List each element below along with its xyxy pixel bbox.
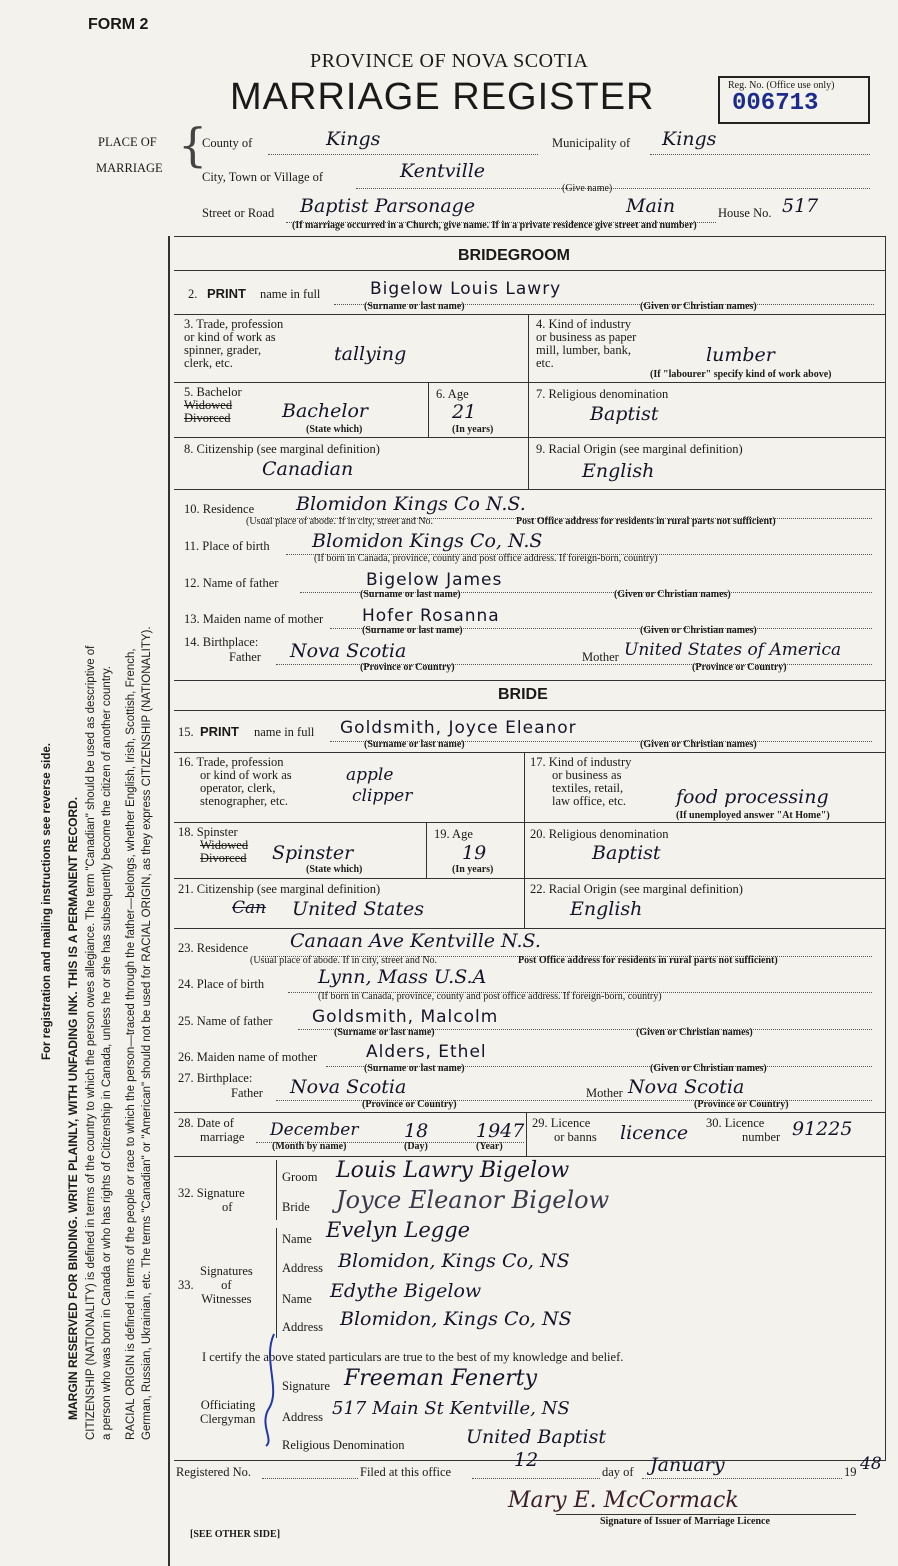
w1-name-label: Name xyxy=(282,1232,312,1246)
f15-label: name in full xyxy=(254,725,315,739)
province-heading: PROVINCE OF NOVA SCOTIA xyxy=(310,50,589,72)
bride-surname-note: (Surname or last name) xyxy=(364,739,465,750)
bride-residence: Canaan Ave Kentville N.S. xyxy=(290,930,541,952)
f24-label: 24. Place of birth xyxy=(178,977,265,991)
f10-label: 10. Residence xyxy=(184,502,255,516)
f27-mother-label: Mother xyxy=(586,1086,623,1100)
month-note: (Month by name) xyxy=(272,1141,347,1152)
groom-signature: Louis Lawry Bigelow xyxy=(336,1158,570,1183)
bride-father: Goldsmith, Malcolm xyxy=(312,1007,499,1027)
w2-address-label: Address xyxy=(282,1320,323,1334)
f26-given-note: (Given or Christian names) xyxy=(650,1063,767,1074)
bride-signature: Joyce Eleanor Bigelow xyxy=(336,1186,610,1214)
clergy-address-label: Address xyxy=(282,1410,323,1424)
reg-label: Reg. No. (Office use only) xyxy=(728,80,835,91)
county-value: Kings xyxy=(326,128,381,150)
f20-label: 20. Religious denomination xyxy=(530,827,669,841)
f27-label: 27. Birthplace: Father xyxy=(178,1071,263,1100)
f18-note: (State which) xyxy=(306,864,363,875)
f25-surname-note: (Surname or last name) xyxy=(334,1027,435,1038)
f23-label: 23. Residence xyxy=(178,941,249,955)
f15-num: 15. xyxy=(178,725,194,739)
margin-note-5: RACIAL ORIGIN is defined in terms of the people or race to which the person—traced through the father—belongs, whether English, Irish, Scottish, French, xyxy=(125,648,137,1440)
f11-note: (If born in Canada, province, county and post office address. If foreign-born, country) xyxy=(314,553,658,564)
f8-label: 8. Citizenship (see marginal definition) xyxy=(184,442,380,456)
f19-note: (In years) xyxy=(452,864,494,875)
bride-racial: English xyxy=(570,898,643,920)
form-number: FORM 2 xyxy=(88,16,149,33)
reg-number: 006713 xyxy=(732,90,819,117)
groom-section-title: BRIDEGROOM xyxy=(458,247,570,264)
bride-sig-label: Bride xyxy=(282,1200,310,1214)
bride-citizenship-struck: Can xyxy=(232,898,267,918)
f26-label: 26. Maiden name of mother xyxy=(178,1050,318,1064)
margin-note-2: MARGIN RESERVED FOR BINDING. WRITE PLAINLY, WITH UNFADING INK. THIS IS A PERMANENT RECORD. xyxy=(66,796,80,1420)
groom-racial: English xyxy=(582,460,655,482)
bride-mother: Alders, Ethel xyxy=(366,1042,487,1062)
f6-label: 6. Age xyxy=(436,387,469,401)
f2-label: name in full xyxy=(260,287,321,301)
page-title: MARRIAGE REGISTER xyxy=(230,76,655,118)
bride-birthplace: Lynn, Mass U.S.A xyxy=(318,966,487,988)
street-value: Baptist Parsonage xyxy=(300,195,476,217)
margin-note-1: For registration and mailing instructions see reverse side. xyxy=(41,743,53,1060)
f32-label: 32. Signature of xyxy=(178,1186,245,1214)
groom-father-birthplace: Nova Scotia xyxy=(290,640,407,662)
f12-given-note: (Given or Christian names) xyxy=(614,589,731,600)
f14-label: 14. Birthplace: Father xyxy=(184,635,261,664)
issuer-signature: Mary E. McCormack xyxy=(508,1488,739,1513)
f4-note: (If "labourer" specify kind of work above) xyxy=(650,369,832,380)
f28-label: 28. Date of marriage xyxy=(178,1116,245,1144)
margin-note-6: German, Russian, Ukrainian, etc. The terms "Canadian" or "American" should not be used for RACIAL ORIGIN, as they express CITIZENSHIP (NATIONALITY). xyxy=(141,626,153,1440)
clergy-label: Officiating Clergyman xyxy=(200,1398,256,1426)
f16-label: 16. Trade, profession or kind of work as operator, clerk, stenographer, etc. xyxy=(178,755,292,808)
f33-num: 33. xyxy=(178,1278,194,1292)
f17-label: 17. Kind of industry or business as textiles, retail, law office, etc. xyxy=(530,755,632,808)
bride-mother-birthplace: Nova Scotia xyxy=(628,1076,745,1098)
w1-address-label: Address xyxy=(282,1261,323,1275)
witness-1-address: Blomidon, Kings Co, NS xyxy=(338,1250,570,1272)
street-value-2: Main xyxy=(626,195,676,217)
f18-label: 18. Spinster Widowed Divorced xyxy=(178,825,249,865)
give-name-note: (Give name) xyxy=(562,183,613,194)
filed-year: 48 xyxy=(860,1454,882,1474)
clergy-address: 517 Main St Kentville, NS xyxy=(332,1398,570,1419)
place-brace: { xyxy=(178,118,208,172)
groom-citizenship: Canadian xyxy=(262,458,354,480)
day-note: (Day) xyxy=(404,1141,428,1152)
groom-status: Bachelor xyxy=(282,400,369,422)
f19-label: 19. Age xyxy=(434,827,473,841)
bride-section-title: BRIDE xyxy=(498,686,548,703)
clergy-signature: Freeman Fenerty xyxy=(344,1366,538,1391)
street-note: (If marriage occurred in a Church, give name. If in a private residence give street and number) xyxy=(292,220,697,231)
bride-name: Goldsmith, Joyce Eleanor xyxy=(340,718,577,738)
witness-2-name: Edythe Bigelow xyxy=(330,1280,482,1302)
bride-age: 19 xyxy=(462,842,487,864)
f12-label: 12. Name of father xyxy=(184,576,279,590)
f14-prov-note-2: (Province or Country) xyxy=(692,662,787,673)
house-label: House No. xyxy=(718,206,772,220)
f5-label: 5. Bachelor Widowed Divorced xyxy=(184,385,242,425)
issuer-label: Signature of Issuer of Marriage Licence xyxy=(600,1516,770,1527)
f2-num: 2. xyxy=(188,287,198,301)
day-of-label: day of xyxy=(602,1465,634,1479)
witness-1-name: Evelyn Legge xyxy=(326,1218,471,1242)
f29-label: 29. Licence or banns xyxy=(532,1116,597,1144)
groom-religion: Baptist xyxy=(590,403,659,425)
bride-industry: food processing xyxy=(676,786,829,808)
f10-note: (Usual place of abode. If in city, street and No. xyxy=(246,516,434,527)
groom-sig-label: Groom xyxy=(282,1170,318,1184)
house-value: 517 xyxy=(782,195,819,217)
f25-label: 25. Name of father xyxy=(178,1014,273,1028)
groom-surname-note: (Surname or last name) xyxy=(364,301,465,312)
county-label: County of xyxy=(202,136,253,150)
f26-surname-note: (Surname or last name) xyxy=(364,1063,465,1074)
groom-mother-birthplace: United States of America xyxy=(624,640,842,660)
f7-label: 7. Religious denomination xyxy=(536,387,669,401)
place-label-1: PLACE OF xyxy=(98,135,157,149)
margin-note-3: CITIZENSHIP (NATIONALITY) is defined in terms of the country to which the person owes allegiance. The term "Canadian" should be used as descriptive of xyxy=(85,645,97,1440)
bride-father-birthplace: Nova Scotia xyxy=(290,1076,407,1098)
f24-note: (If born in Canada, province, county and post office address. If foreign-born, country) xyxy=(318,991,662,1002)
bride-trade-2: clipper xyxy=(352,786,413,806)
f11-label: 11. Place of birth xyxy=(184,539,270,553)
f27-prov-note-1: (Province or Country) xyxy=(362,1099,457,1110)
licence-or-banns: licence xyxy=(620,1122,689,1144)
f15-print: PRINT xyxy=(200,724,239,739)
f27-prov-note-2: (Province or Country) xyxy=(694,1099,789,1110)
municipality-value: Kings xyxy=(662,128,717,150)
municipality-label: Municipality of xyxy=(552,136,631,150)
city-value: Kentville xyxy=(400,160,486,182)
filed-month: January xyxy=(650,1454,725,1476)
f14-mother-label: Mother xyxy=(582,650,619,664)
w2-name-label: Name xyxy=(282,1292,312,1306)
bride-status: Spinster xyxy=(272,842,354,864)
year-note: (Year) xyxy=(476,1141,503,1152)
groom-residence: Blomidon Kings Co N.S. xyxy=(296,493,526,515)
f2-print: PRINT xyxy=(207,286,246,301)
city-label: City, Town or Village of xyxy=(202,170,324,184)
bracket-mark xyxy=(252,1330,292,1450)
clergy-denomination: United Baptist xyxy=(466,1426,606,1448)
f10-note-2: Post Office address for residents in rural parts not sufficient) xyxy=(516,516,776,527)
f25-given-note: (Given or Christian names) xyxy=(636,1027,753,1038)
f13-label: 13. Maiden name of mother xyxy=(184,612,324,626)
f22-label: 22. Racial Origin (see marginal definition) xyxy=(530,882,743,896)
f12-surname-note: (Surname or last name) xyxy=(360,589,461,600)
f23-note-2: Post Office address for residents in rural parts not sufficient) xyxy=(518,955,778,966)
denomination-label: Religious Denomination xyxy=(282,1438,405,1452)
groom-name: Bigelow Louis Lawry xyxy=(370,279,562,299)
filed-label: Filed at this office xyxy=(360,1465,452,1479)
bride-citizenship: United States xyxy=(292,898,425,920)
bride-trade-1: apple xyxy=(346,765,394,785)
certify-statement: I certify the above stated particulars are true to the best of my knowledge and belief. xyxy=(202,1350,624,1364)
groom-mother: Hofer Rosanna xyxy=(362,606,500,626)
marriage-year: 1947 xyxy=(476,1120,525,1142)
clergy-signature-label: Signature xyxy=(282,1379,330,1393)
f21-label: 21. Citizenship (see marginal definition) xyxy=(178,882,381,896)
f13-given-note: (Given or Christian names) xyxy=(640,625,757,636)
f5-note: (State which) xyxy=(306,424,363,435)
bride-religion: Baptist xyxy=(592,842,661,864)
groom-given-note: (Given or Christian names) xyxy=(640,301,757,312)
f23-note: (Usual place of abode. If in city, street and No. xyxy=(250,955,438,966)
groom-father: Bigelow James xyxy=(366,570,503,590)
registered-label: Registered No. xyxy=(176,1465,251,1479)
f14-prov-note-1: (Province or Country) xyxy=(360,662,455,673)
margin-note-4: a person who was born in Canada or who has rights of Citizenship in Canada, unless he or she has subsequently become the citizen of another country. xyxy=(101,666,113,1440)
f4-label: 4. Kind of industry or business as paper mill, lumber, bank, etc. xyxy=(536,317,637,370)
f33-label: Signatures of Witnesses xyxy=(200,1264,253,1306)
groom-birthplace: Blomidon Kings Co, N.S xyxy=(312,530,543,552)
marriage-month: December xyxy=(270,1120,359,1140)
f30-label: 30. Licence number xyxy=(706,1116,781,1144)
f3-label: 3. Trade, profession or kind of work as spinner, grader, clerk, etc. xyxy=(184,317,284,370)
f13-surname-note: (Surname or last name) xyxy=(362,625,463,636)
f9-label: 9. Racial Origin (see marginal definition) xyxy=(536,442,743,456)
street-label: Street or Road xyxy=(202,206,275,220)
filed-day: 12 xyxy=(514,1449,539,1471)
see-other-side: [SEE OTHER SIDE] xyxy=(190,1529,281,1540)
bride-given-note: (Given or Christian names) xyxy=(640,739,757,750)
witness-2-address: Blomidon, Kings Co, NS xyxy=(340,1308,572,1330)
marriage-day: 18 xyxy=(404,1120,429,1142)
f17-note: (If unemployed answer "At Home") xyxy=(676,810,830,821)
groom-trade: tallying xyxy=(334,343,407,365)
place-label-2: MARRIAGE xyxy=(96,161,163,175)
registration-box xyxy=(718,76,870,124)
groom-age: 21 xyxy=(452,401,477,423)
year-prefix: 19 xyxy=(844,1465,857,1479)
f6-note: (In years) xyxy=(452,424,494,435)
groom-industry: lumber xyxy=(706,344,775,366)
licence-number: 91225 xyxy=(792,1118,853,1140)
